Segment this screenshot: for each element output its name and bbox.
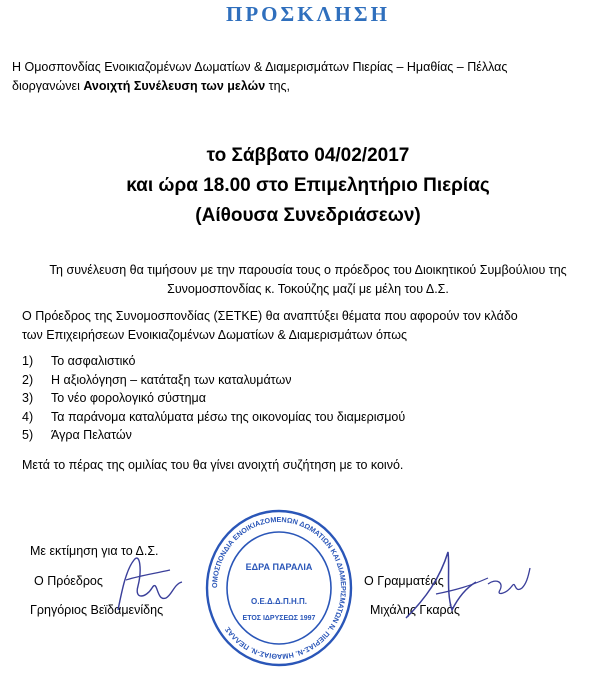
- president-name: Γρηγόριος Βεϊδαμενίδης: [30, 603, 164, 617]
- stamp-seat: ΕΔΡΑ ΠΑΡΑΛΙΑ: [245, 562, 313, 572]
- list-item: 5) Άγρα Πελατών: [22, 428, 132, 442]
- list-item: 4) Τα παράνομα καταλύματα μέσω της οικονομίας του διαμερισμού: [22, 409, 406, 424]
- president-signature: [112, 540, 192, 620]
- signoff: Με εκτίμηση για το Δ.Σ.: [30, 544, 159, 558]
- stamp-founded: ΕΤΟΣ ΙΔΡΥΣΕΩΣ 1997: [242, 615, 316, 622]
- headline-room: (Αίθουσα Συνεδριάσεων): [195, 205, 421, 226]
- closing-line: Μετά το πέρας της ομιλίας του θα γίνει ανοιχτή συζήτηση με το κοινό.: [22, 458, 404, 472]
- honor-line-1: Τη συνέλευση θα τιμήσουν με την παρουσία τους ο πρόεδρος του Διοικητικού Συμβούλιου της: [49, 263, 567, 277]
- intro-line-2: διοργανώνει Ανοιχτή Συνέλευση των μελών της,: [12, 79, 291, 93]
- intro-paragraph: [12, 58, 608, 96]
- honor-paragraph: [20, 261, 596, 299]
- secretary-name: Μιχάλης Γκαράς: [370, 603, 460, 617]
- headline-time-place: και ώρα 18.00 στο Επιμελητήριο Πιερίας: [126, 175, 490, 196]
- stamp-acronym: Ο.Ε.Δ.Δ.Π.Η.Π.: [251, 597, 307, 606]
- secretary-signature: [396, 538, 536, 628]
- list-item: 3) Το νέο φορολογικό σύστημα: [22, 391, 206, 405]
- topics-paragraph: [22, 307, 602, 345]
- president-role: Ο Πρόεδρος: [34, 574, 103, 588]
- list-item: 1) Το ασφαλιστικό: [22, 354, 136, 368]
- page-title: ΠΡΟΣΚΛΗΣΗ: [225, 2, 390, 26]
- secretary-role: Ο Γραμματέας: [364, 574, 444, 588]
- topics-line-2: των Επιχειρήσεων Ενοικιαζομένων Δωματίων & Διαμερισμάτων όπως: [22, 328, 408, 342]
- intro-bold-phrase: Ανοιχτή Συνέλευση των μελών: [83, 79, 266, 93]
- headline-date: το Σάββατο 04/02/2017: [206, 145, 410, 166]
- official-stamp: [204, 508, 354, 668]
- honor-line-2: Συνομοσπονδίας κ. Τοκούζης μαζί με μέλη του Δ.Σ.: [167, 282, 449, 296]
- list-item: 2) Η αξιολόγηση – κατάταξη των καταλυμάτων: [22, 372, 292, 387]
- intro-line-1: Η Ομοσπονδίας Ενοικιαζομένων Δωματίων & Διαμερισμάτων Πιερίας – Ημαθίας – Πέλλας: [12, 60, 508, 74]
- topics-line-1: Ο Πρόεδρος της Συνομοσπονδίας (ΣΕΤΚΕ) θα αναπτύξει θέματα που αφορούν τον κλάδο: [22, 309, 518, 323]
- stamp-ring-text: ΟΜΟΣΠΟΝΔΙΑ ΕΝΟΙΚΙΑΖΟΜΕΝΩΝ ΔΩΜΑΤΙΩΝ ΚΑΙ ΔΙΑΜΕΡΙΣΜΑΤΩΝ Ν. ΠΙΕΡΙΑΣ-Ν. ΗΜΑΘΙΑΣ-Ν. ΠΕΛΛΑΣ: [209, 514, 349, 662]
- svg-text:ΟΜΟΣΠΟΝΔΙΑ ΕΝΟΙΚΙΑΖΟΜΕΝΩΝ ΔΩΜΑ: [210, 515, 348, 661]
- agenda-list: [22, 352, 405, 445]
